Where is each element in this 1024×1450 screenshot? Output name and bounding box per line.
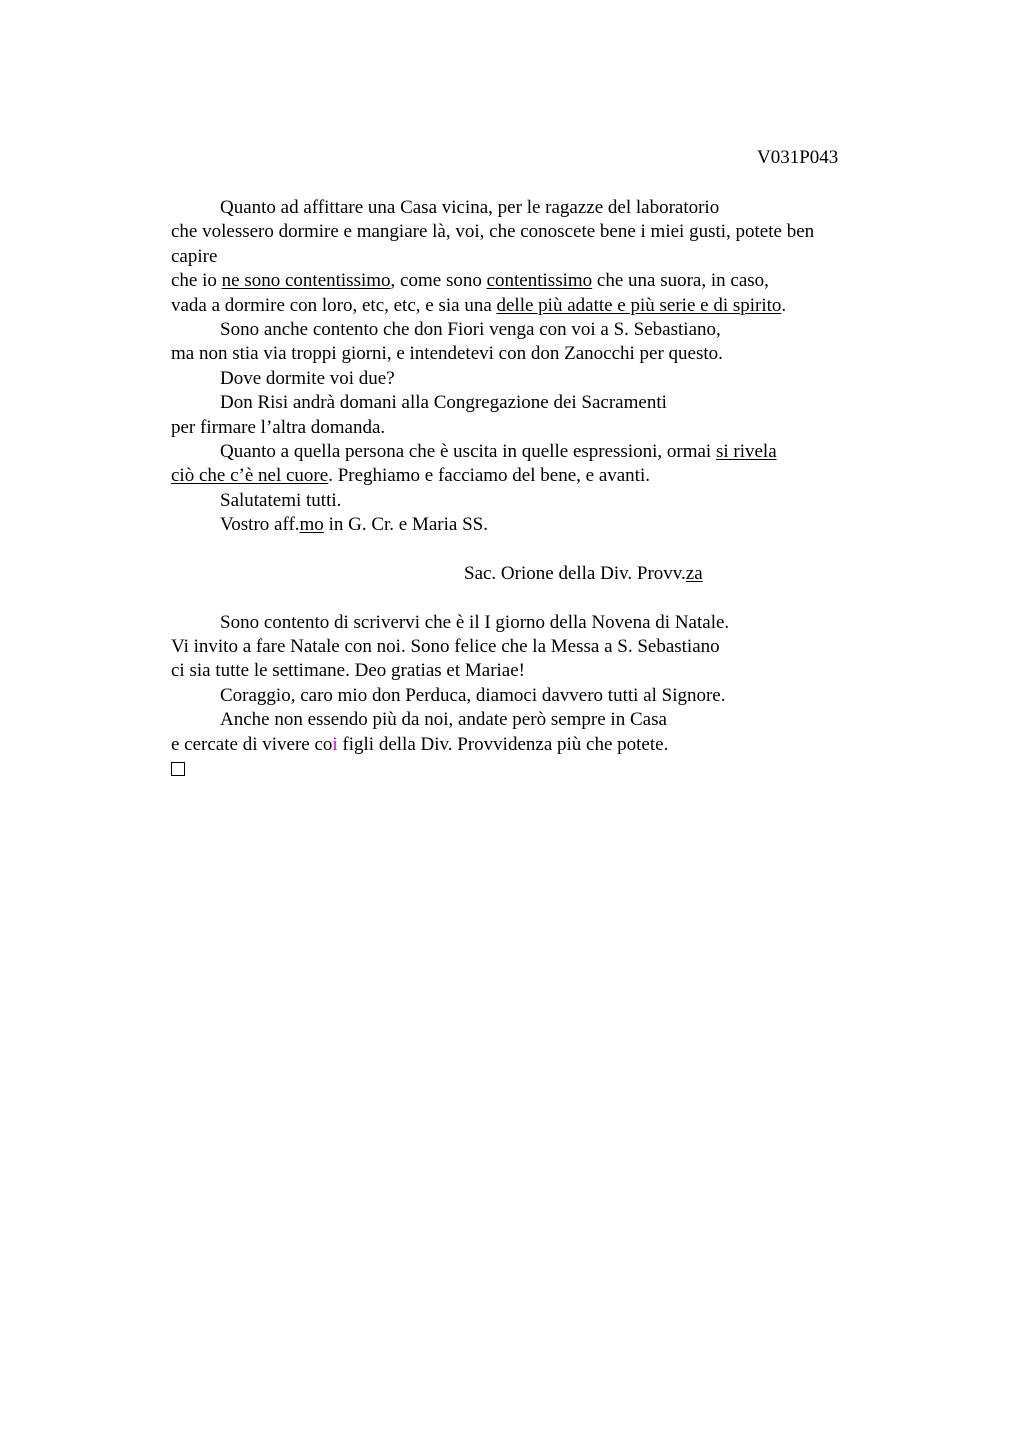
blank-line bbox=[171, 586, 911, 610]
text-line: Sono contento di scrivervi che è il I giorno della Novena di Natale. bbox=[220, 611, 730, 633]
text-line: che volessero dormire e mangiare là, voi, che conoscete bene i miei gusti, potete ben bbox=[171, 221, 815, 243]
text-line: Coraggio, caro mio don Perduca, diamoci davvero tutti al Signore. bbox=[220, 684, 726, 706]
text-line: Vi invito a fare Natale con noi. Sono felice che la Messa a S. Sebastiano bbox=[171, 636, 720, 658]
blank-line bbox=[171, 537, 911, 561]
text-line bbox=[171, 294, 911, 318]
text-line: Sono anche contento che don Fiori venga con voi a S. Sebastiano, bbox=[220, 318, 721, 340]
text-run: , come sono bbox=[390, 270, 487, 292]
highlighted-char: i bbox=[332, 733, 338, 755]
underlined-text: si rivela bbox=[715, 440, 777, 462]
underlined-text: contentissimo bbox=[486, 270, 593, 292]
end-marker bbox=[171, 757, 911, 781]
text-run: Sac. Orione della Div. Provv. bbox=[464, 562, 686, 584]
page-code: V031P043 bbox=[757, 147, 839, 168]
text-run: che io bbox=[171, 270, 222, 292]
text-line bbox=[171, 513, 911, 537]
text-run: vada a dormire con loro, etc, etc, e sia una bbox=[171, 294, 497, 316]
underlined-text: za bbox=[685, 562, 703, 584]
text-line: Anche non essendo più da noi, andate però sempre in Casa bbox=[220, 709, 667, 731]
text-line: ma non stia via troppi giorni, e intendetevi con don Zanocchi per questo. bbox=[171, 343, 723, 365]
text-line: per firmare l’altra domanda. bbox=[171, 416, 386, 438]
underlined-text: mo bbox=[299, 514, 324, 536]
text-line: capire bbox=[171, 245, 218, 267]
underlined-text: ne sono contentissimo bbox=[221, 270, 391, 292]
text-line: Dove dormite voi due? bbox=[220, 367, 395, 389]
text-run: Quanto a quella persona che è uscita in quelle espressioni, ormai bbox=[220, 440, 716, 462]
text-run: figli della Div. Provvidenza più che potete. bbox=[337, 733, 669, 755]
text-line: Quanto ad affittare una Casa vicina, per le ragazze del laboratorio bbox=[220, 197, 720, 218]
underlined-text: delle più adatte e più serie e di spirito bbox=[496, 294, 782, 316]
letter-body bbox=[171, 196, 911, 781]
signature-line bbox=[171, 562, 911, 586]
underlined-text: ciò che c’è nel cuore bbox=[171, 465, 329, 487]
text-run: Vostro aff. bbox=[220, 514, 300, 536]
text-run: . Preghiamo e facciamo del bene, e avanti. bbox=[328, 465, 650, 487]
text-line bbox=[171, 733, 911, 757]
text-line: Don Risi andrà domani alla Congregazione dei Sacramenti bbox=[220, 392, 667, 414]
text-line: Salutatemi tutti. bbox=[220, 489, 342, 511]
empty-square-icon bbox=[171, 762, 185, 776]
text-run: che una suora, in caso, bbox=[592, 270, 769, 292]
text-line bbox=[171, 440, 911, 464]
text-run: . bbox=[781, 294, 787, 316]
text-line: ci sia tutte le settimane. Deo gratias et Mariae! bbox=[171, 660, 525, 682]
text-run: e cercate di vivere co bbox=[171, 733, 333, 755]
text-line bbox=[171, 269, 911, 293]
text-run: in G. Cr. e Maria SS. bbox=[323, 514, 488, 536]
text-line bbox=[171, 464, 911, 488]
